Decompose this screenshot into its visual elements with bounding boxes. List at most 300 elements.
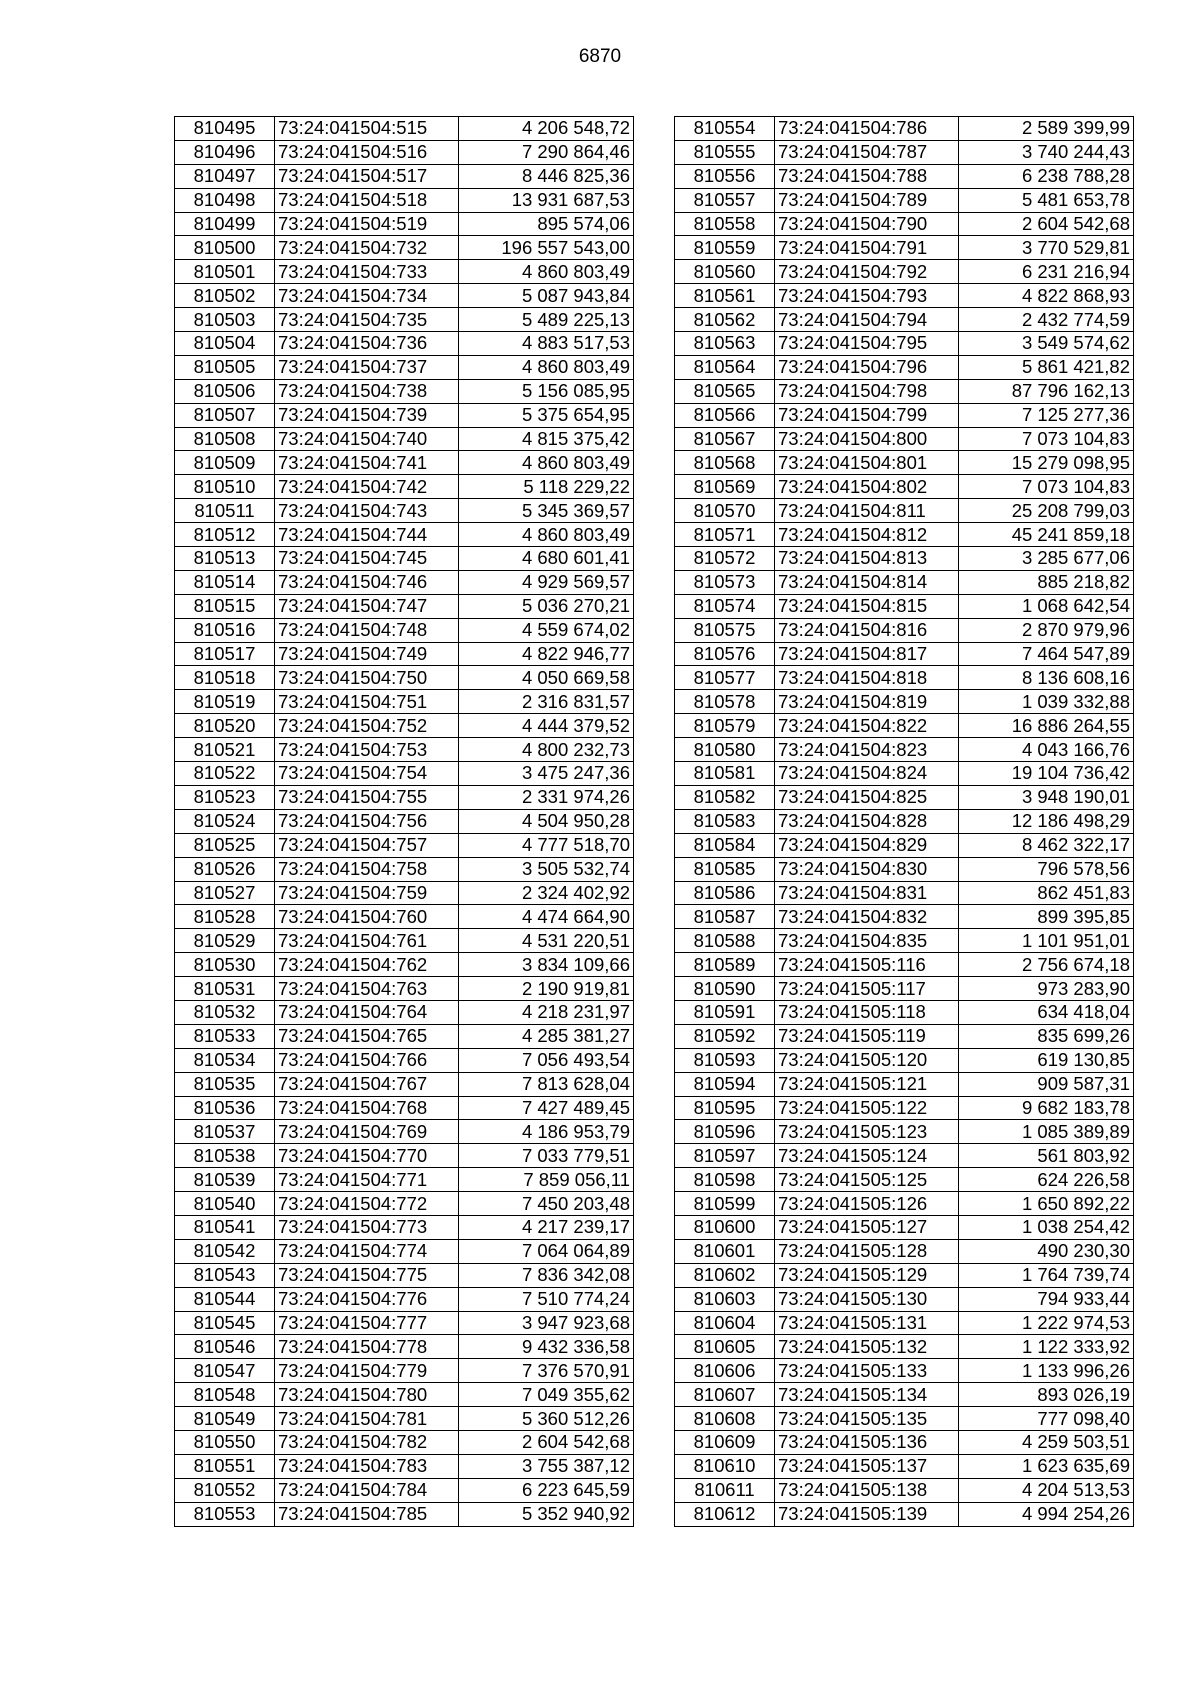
table-row <box>175 1502 634 1526</box>
cadastral-number-cell: 73:24:041504:737 <box>275 355 459 379</box>
cadastral-number-cell: 73:24:041504:758 <box>275 857 459 881</box>
value-cell: 1 133 996,26 <box>959 1359 1134 1383</box>
value-cell: 8 462 322,17 <box>959 833 1134 857</box>
record-number-cell: 810574 <box>675 594 775 618</box>
value-cell: 13 931 687,53 <box>459 188 634 212</box>
record-number-cell: 810569 <box>675 475 775 499</box>
record-number-cell: 810575 <box>675 618 775 642</box>
table-row <box>675 547 1134 571</box>
value-cell: 5 375 654,95 <box>459 403 634 427</box>
data-table-left <box>174 116 634 1527</box>
value-cell: 893 026,19 <box>959 1383 1134 1407</box>
record-number-cell: 810611 <box>675 1478 775 1502</box>
value-cell: 4 860 803,49 <box>459 355 634 379</box>
table-row <box>175 1144 634 1168</box>
record-number-cell: 810564 <box>675 355 775 379</box>
cadastral-number-cell: 73:24:041505:136 <box>775 1430 959 1454</box>
cadastral-number-cell: 73:24:041504:794 <box>775 308 959 332</box>
table-row <box>175 738 634 762</box>
cadastral-number-cell: 73:24:041505:126 <box>775 1192 959 1216</box>
record-number-cell: 810499 <box>175 212 275 236</box>
table-row <box>675 1048 1134 1072</box>
cadastral-number-cell: 73:24:041504:777 <box>275 1311 459 1335</box>
cadastral-number-cell: 73:24:041505:138 <box>775 1478 959 1502</box>
value-cell: 5 352 940,92 <box>459 1502 634 1526</box>
cadastral-number-cell: 73:24:041504:746 <box>275 570 459 594</box>
value-cell: 4 929 569,57 <box>459 570 634 594</box>
cadastral-number-cell: 73:24:041504:774 <box>275 1239 459 1263</box>
cadastral-number-cell: 73:24:041504:829 <box>775 833 959 857</box>
cadastral-number-cell: 73:24:041504:793 <box>775 284 959 308</box>
table-row <box>175 618 634 642</box>
value-cell: 2 331 974,26 <box>459 785 634 809</box>
record-number-cell: 810538 <box>175 1144 275 1168</box>
value-cell: 2 316 831,57 <box>459 690 634 714</box>
cadastral-number-cell: 73:24:041504:811 <box>775 499 959 523</box>
table-row <box>175 1239 634 1263</box>
table-row <box>675 1335 1134 1359</box>
cadastral-number-cell: 73:24:041505:117 <box>775 977 959 1001</box>
record-number-cell: 810579 <box>675 714 775 738</box>
table-row <box>675 977 1134 1001</box>
value-cell: 777 098,40 <box>959 1407 1134 1431</box>
table-row <box>175 499 634 523</box>
cadastral-number-cell: 73:24:041505:135 <box>775 1407 959 1431</box>
record-number-cell: 810585 <box>675 857 775 881</box>
cadastral-number-cell: 73:24:041504:744 <box>275 523 459 547</box>
table-row <box>675 499 1134 523</box>
value-cell: 7 056 493,54 <box>459 1048 634 1072</box>
record-number-cell: 810543 <box>175 1263 275 1287</box>
table-row <box>675 1478 1134 1502</box>
table-row <box>675 929 1134 953</box>
value-cell: 1 222 974,53 <box>959 1311 1134 1335</box>
value-cell: 7 836 342,08 <box>459 1263 634 1287</box>
record-number-cell: 810610 <box>675 1454 775 1478</box>
value-cell: 2 432 774,59 <box>959 308 1134 332</box>
table-row <box>175 666 634 690</box>
table-row <box>175 881 634 905</box>
value-cell: 862 451,83 <box>959 881 1134 905</box>
record-number-cell: 810510 <box>175 475 275 499</box>
record-number-cell: 810549 <box>175 1407 275 1431</box>
value-cell: 885 218,82 <box>959 570 1134 594</box>
record-number-cell: 810562 <box>675 308 775 332</box>
cadastral-number-cell: 73:24:041504:775 <box>275 1263 459 1287</box>
record-number-cell: 810591 <box>675 1000 775 1024</box>
cadastral-number-cell: 73:24:041505:131 <box>775 1311 959 1335</box>
value-cell: 8 446 825,36 <box>459 164 634 188</box>
value-cell: 7 073 104,83 <box>959 475 1134 499</box>
cadastral-number-cell: 73:24:041504:798 <box>775 379 959 403</box>
value-cell: 6 238 788,28 <box>959 164 1134 188</box>
cadastral-number-cell: 73:24:041504:787 <box>775 140 959 164</box>
record-number-cell: 810536 <box>175 1096 275 1120</box>
value-cell: 5 861 421,82 <box>959 355 1134 379</box>
record-number-cell: 810589 <box>675 953 775 977</box>
cadastral-number-cell: 73:24:041504:778 <box>275 1335 459 1359</box>
cadastral-number-cell: 73:24:041504:734 <box>275 284 459 308</box>
value-cell: 2 324 402,92 <box>459 881 634 905</box>
table-row <box>175 140 634 164</box>
cadastral-number-cell: 73:24:041504:830 <box>775 857 959 881</box>
table-row <box>675 618 1134 642</box>
value-cell: 4 259 503,51 <box>959 1430 1134 1454</box>
cadastral-number-cell: 73:24:041504:763 <box>275 977 459 1001</box>
record-number-cell: 810514 <box>175 570 275 594</box>
table-row <box>675 117 1134 141</box>
value-cell: 4 860 803,49 <box>459 260 634 284</box>
table-row <box>675 188 1134 212</box>
record-number-cell: 810532 <box>175 1000 275 1024</box>
record-number-cell: 810594 <box>675 1072 775 1096</box>
cadastral-number-cell: 73:24:041504:771 <box>275 1168 459 1192</box>
table-row <box>175 547 634 571</box>
cadastral-number-cell: 73:24:041504:760 <box>275 905 459 929</box>
cadastral-number-cell: 73:24:041504:801 <box>775 451 959 475</box>
record-number-cell: 810592 <box>675 1024 775 1048</box>
table-row <box>675 690 1134 714</box>
record-number-cell: 810515 <box>175 594 275 618</box>
value-cell: 4 043 166,76 <box>959 738 1134 762</box>
table-row <box>175 1287 634 1311</box>
record-number-cell: 810530 <box>175 953 275 977</box>
record-number-cell: 810503 <box>175 308 275 332</box>
value-cell: 619 130,85 <box>959 1048 1134 1072</box>
value-cell: 7 464 547,89 <box>959 642 1134 666</box>
cadastral-number-cell: 73:24:041504:788 <box>775 164 959 188</box>
table-row <box>675 905 1134 929</box>
table-row <box>175 284 634 308</box>
record-number-cell: 810525 <box>175 833 275 857</box>
record-number-cell: 810527 <box>175 881 275 905</box>
table-row <box>175 690 634 714</box>
table-row <box>175 1000 634 1024</box>
record-number-cell: 810567 <box>675 427 775 451</box>
cadastral-number-cell: 73:24:041504:835 <box>775 929 959 953</box>
value-cell: 4 204 513,53 <box>959 1478 1134 1502</box>
value-cell: 895 574,06 <box>459 212 634 236</box>
value-cell: 835 699,26 <box>959 1024 1134 1048</box>
value-cell: 1 122 333,92 <box>959 1335 1134 1359</box>
cadastral-number-cell: 73:24:041504:743 <box>275 499 459 523</box>
cadastral-number-cell: 73:24:041504:759 <box>275 881 459 905</box>
table-row <box>675 1072 1134 1096</box>
cadastral-number-cell: 73:24:041504:772 <box>275 1192 459 1216</box>
table-row <box>675 714 1134 738</box>
value-cell: 12 186 498,29 <box>959 809 1134 833</box>
table-row <box>675 332 1134 356</box>
table-row <box>675 451 1134 475</box>
record-number-cell: 810496 <box>175 140 275 164</box>
record-number-cell: 810520 <box>175 714 275 738</box>
table-row <box>675 523 1134 547</box>
cadastral-number-cell: 73:24:041504:757 <box>275 833 459 857</box>
value-cell: 3 505 532,74 <box>459 857 634 881</box>
record-number-cell: 810531 <box>175 977 275 1001</box>
record-number-cell: 810521 <box>175 738 275 762</box>
record-number-cell: 810553 <box>175 1502 275 1526</box>
cadastral-number-cell: 73:24:041505:121 <box>775 1072 959 1096</box>
table-row <box>675 1263 1134 1287</box>
value-cell: 8 136 608,16 <box>959 666 1134 690</box>
cadastral-number-cell: 73:24:041504:832 <box>775 905 959 929</box>
table-row <box>175 1430 634 1454</box>
cadastral-number-cell: 73:24:041504:745 <box>275 547 459 571</box>
table-row <box>175 785 634 809</box>
value-cell: 5 036 270,21 <box>459 594 634 618</box>
table-row <box>175 1407 634 1431</box>
table-row <box>675 164 1134 188</box>
cadastral-number-cell: 73:24:041504:747 <box>275 594 459 618</box>
record-number-cell: 810578 <box>675 690 775 714</box>
value-cell: 5 087 943,84 <box>459 284 634 308</box>
value-cell: 4 559 674,02 <box>459 618 634 642</box>
record-number-cell: 810501 <box>175 260 275 284</box>
table-row <box>675 1407 1134 1431</box>
value-cell: 4 860 803,49 <box>459 523 634 547</box>
value-cell: 45 241 859,18 <box>959 523 1134 547</box>
record-number-cell: 810500 <box>175 236 275 260</box>
cadastral-number-cell: 73:24:041504:814 <box>775 570 959 594</box>
record-number-cell: 810596 <box>675 1120 775 1144</box>
value-cell: 2 604 542,68 <box>459 1430 634 1454</box>
record-number-cell: 810523 <box>175 785 275 809</box>
cadastral-number-cell: 73:24:041505:127 <box>775 1215 959 1239</box>
cadastral-number-cell: 73:24:041505:116 <box>775 953 959 977</box>
record-number-cell: 810522 <box>175 762 275 786</box>
table-row <box>175 1072 634 1096</box>
value-cell: 2 870 979,96 <box>959 618 1134 642</box>
value-cell: 9 682 183,78 <box>959 1096 1134 1120</box>
record-number-cell: 810554 <box>675 117 775 141</box>
record-number-cell: 810506 <box>175 379 275 403</box>
record-number-cell: 810508 <box>175 427 275 451</box>
record-number-cell: 810529 <box>175 929 275 953</box>
value-cell: 1 101 951,01 <box>959 929 1134 953</box>
cadastral-number-cell: 73:24:041505:129 <box>775 1263 959 1287</box>
cadastral-number-cell: 73:24:041504:740 <box>275 427 459 451</box>
value-cell: 4 800 232,73 <box>459 738 634 762</box>
table-row <box>675 1311 1134 1335</box>
value-cell: 561 803,92 <box>959 1144 1134 1168</box>
value-cell: 87 796 162,13 <box>959 379 1134 403</box>
value-cell: 3 770 529,81 <box>959 236 1134 260</box>
table-row <box>675 1239 1134 1263</box>
cadastral-number-cell: 73:24:041504:733 <box>275 260 459 284</box>
table-row <box>675 427 1134 451</box>
table-row <box>175 164 634 188</box>
table-row <box>175 570 634 594</box>
value-cell: 4 217 239,17 <box>459 1215 634 1239</box>
table-row <box>675 762 1134 786</box>
cadastral-number-cell: 73:24:041504:781 <box>275 1407 459 1431</box>
value-cell: 7 125 277,36 <box>959 403 1134 427</box>
cadastral-number-cell: 73:24:041504:791 <box>775 236 959 260</box>
table-row <box>175 1192 634 1216</box>
value-cell: 7 427 489,45 <box>459 1096 634 1120</box>
record-number-cell: 810605 <box>675 1335 775 1359</box>
value-cell: 5 360 512,26 <box>459 1407 634 1431</box>
table-row <box>175 475 634 499</box>
value-cell: 2 756 674,18 <box>959 953 1134 977</box>
value-cell: 3 475 247,36 <box>459 762 634 786</box>
value-cell: 2 604 542,68 <box>959 212 1134 236</box>
cadastral-number-cell: 73:24:041504:800 <box>775 427 959 451</box>
table-row <box>675 1000 1134 1024</box>
record-number-cell: 810581 <box>675 762 775 786</box>
table-row <box>675 570 1134 594</box>
value-cell: 7 073 104,83 <box>959 427 1134 451</box>
record-number-cell: 810607 <box>675 1383 775 1407</box>
value-cell: 5 489 225,13 <box>459 308 634 332</box>
cadastral-number-cell: 73:24:041505:120 <box>775 1048 959 1072</box>
cadastral-number-cell: 73:24:041504:799 <box>775 403 959 427</box>
record-number-cell: 810509 <box>175 451 275 475</box>
table-row <box>175 427 634 451</box>
cadastral-number-cell: 73:24:041505:130 <box>775 1287 959 1311</box>
cadastral-number-cell: 73:24:041504:767 <box>275 1072 459 1096</box>
value-cell: 1 650 892,22 <box>959 1192 1134 1216</box>
record-number-cell: 810570 <box>675 499 775 523</box>
table-row <box>175 355 634 379</box>
table-row <box>175 379 634 403</box>
record-number-cell: 810608 <box>675 1407 775 1431</box>
record-number-cell: 810609 <box>675 1430 775 1454</box>
record-number-cell: 810550 <box>175 1430 275 1454</box>
record-number-cell: 810571 <box>675 523 775 547</box>
value-cell: 794 933,44 <box>959 1287 1134 1311</box>
value-cell: 899 395,85 <box>959 905 1134 929</box>
cadastral-number-cell: 73:24:041504:764 <box>275 1000 459 1024</box>
value-cell: 4 186 953,79 <box>459 1120 634 1144</box>
cadastral-number-cell: 73:24:041504:785 <box>275 1502 459 1526</box>
record-number-cell: 810587 <box>675 905 775 929</box>
table-row <box>175 953 634 977</box>
cadastral-number-cell: 73:24:041504:769 <box>275 1120 459 1144</box>
cadastral-number-cell: 73:24:041504:761 <box>275 929 459 953</box>
cadastral-number-cell: 73:24:041504:819 <box>775 690 959 714</box>
value-cell: 4 822 946,77 <box>459 642 634 666</box>
cadastral-number-cell: 73:24:041505:128 <box>775 1239 959 1263</box>
record-number-cell: 810551 <box>175 1454 275 1478</box>
record-number-cell: 810604 <box>675 1311 775 1335</box>
table-row <box>675 140 1134 164</box>
cadastral-number-cell: 73:24:041505:132 <box>775 1335 959 1359</box>
record-number-cell: 810593 <box>675 1048 775 1072</box>
record-number-cell: 810511 <box>175 499 275 523</box>
record-number-cell: 810524 <box>175 809 275 833</box>
record-number-cell: 810528 <box>175 905 275 929</box>
value-cell: 3 285 677,06 <box>959 547 1134 571</box>
value-cell: 25 208 799,03 <box>959 499 1134 523</box>
value-cell: 4 050 669,58 <box>459 666 634 690</box>
cadastral-number-cell: 73:24:041504:750 <box>275 666 459 690</box>
cadastral-number-cell: 73:24:041504:831 <box>775 881 959 905</box>
record-number-cell: 810561 <box>675 284 775 308</box>
record-number-cell: 810595 <box>675 1096 775 1120</box>
table-row <box>675 1024 1134 1048</box>
cadastral-number-cell: 73:24:041504:742 <box>275 475 459 499</box>
record-number-cell: 810513 <box>175 547 275 571</box>
cadastral-number-cell: 73:24:041505:123 <box>775 1120 959 1144</box>
record-number-cell: 810512 <box>175 523 275 547</box>
value-cell: 5 156 085,95 <box>459 379 634 403</box>
record-number-cell: 810598 <box>675 1168 775 1192</box>
value-cell: 196 557 543,00 <box>459 236 634 260</box>
record-number-cell: 810534 <box>175 1048 275 1072</box>
cadastral-number-cell: 73:24:041504:519 <box>275 212 459 236</box>
record-number-cell: 810600 <box>675 1215 775 1239</box>
cadastral-number-cell: 73:24:041504:516 <box>275 140 459 164</box>
value-cell: 2 190 919,81 <box>459 977 634 1001</box>
cadastral-number-cell: 73:24:041504:786 <box>775 117 959 141</box>
value-cell: 19 104 736,42 <box>959 762 1134 786</box>
record-number-cell: 810495 <box>175 117 275 141</box>
record-number-cell: 810540 <box>175 1192 275 1216</box>
table-row <box>175 905 634 929</box>
cadastral-number-cell: 73:24:041504:813 <box>775 547 959 571</box>
record-number-cell: 810505 <box>175 355 275 379</box>
table-row <box>175 929 634 953</box>
value-cell: 4 531 220,51 <box>459 929 634 953</box>
record-number-cell: 810584 <box>675 833 775 857</box>
table-row <box>675 857 1134 881</box>
cadastral-number-cell: 73:24:041504:825 <box>775 785 959 809</box>
record-number-cell: 810601 <box>675 1239 775 1263</box>
cadastral-number-cell: 73:24:041505:139 <box>775 1502 959 1526</box>
cadastral-number-cell: 73:24:041504:783 <box>275 1454 459 1478</box>
table-row <box>175 523 634 547</box>
cadastral-number-cell: 73:24:041504:756 <box>275 809 459 833</box>
table-row <box>175 1024 634 1048</box>
record-number-cell: 810507 <box>175 403 275 427</box>
record-number-cell: 810541 <box>175 1215 275 1239</box>
record-number-cell: 810535 <box>175 1072 275 1096</box>
table-row <box>675 212 1134 236</box>
table-row <box>175 260 634 284</box>
record-number-cell: 810573 <box>675 570 775 594</box>
record-number-cell: 810603 <box>675 1287 775 1311</box>
record-number-cell: 810547 <box>175 1359 275 1383</box>
record-number-cell: 810517 <box>175 642 275 666</box>
cadastral-number-cell: 73:24:041504:815 <box>775 594 959 618</box>
record-number-cell: 810516 <box>175 618 275 642</box>
value-cell: 7 813 628,04 <box>459 1072 634 1096</box>
record-number-cell: 810588 <box>675 929 775 953</box>
record-number-cell: 810572 <box>675 547 775 571</box>
cadastral-number-cell: 73:24:041504:741 <box>275 451 459 475</box>
cadastral-number-cell: 73:24:041504:736 <box>275 332 459 356</box>
table-row <box>175 1263 634 1287</box>
cadastral-number-cell: 73:24:041505:122 <box>775 1096 959 1120</box>
cadastral-number-cell: 73:24:041504:782 <box>275 1430 459 1454</box>
record-number-cell: 810519 <box>175 690 275 714</box>
record-number-cell: 810557 <box>675 188 775 212</box>
table-row <box>675 594 1134 618</box>
cadastral-number-cell: 73:24:041504:817 <box>775 642 959 666</box>
table-row <box>175 1048 634 1072</box>
table-row <box>675 1383 1134 1407</box>
value-cell: 1 039 332,88 <box>959 690 1134 714</box>
table-row <box>675 738 1134 762</box>
record-number-cell: 810580 <box>675 738 775 762</box>
cadastral-number-cell: 73:24:041504:780 <box>275 1383 459 1407</box>
cadastral-number-cell: 73:24:041504:823 <box>775 738 959 762</box>
table-row <box>675 953 1134 977</box>
table-row <box>175 1120 634 1144</box>
value-cell: 3 740 244,43 <box>959 140 1134 164</box>
